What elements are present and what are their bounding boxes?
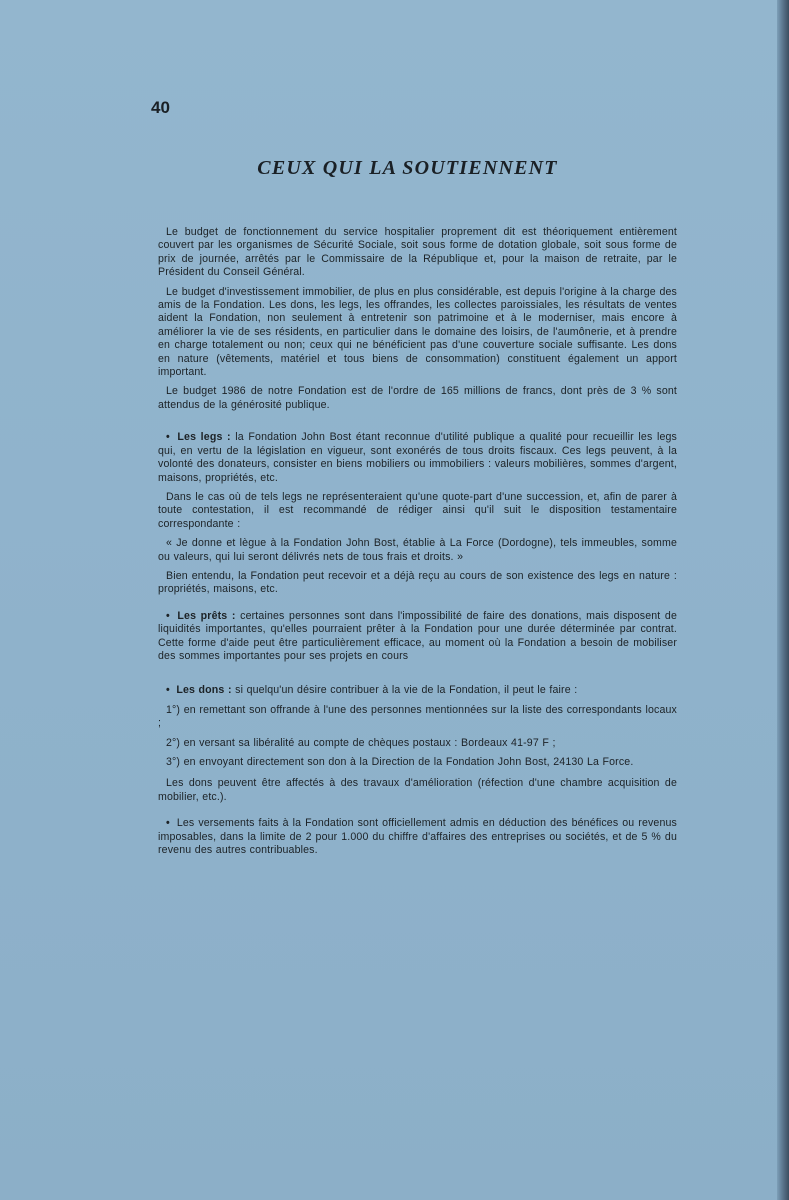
paragraph-budget-1986: Le budget 1986 de notre Fondation est de l'ordre de 165 millions de francs, dont près de 3 % sont attendus de la générosité publique. [158,385,677,411]
bullet-icon: • [166,609,170,622]
paragraph-prets [158,610,677,664]
prets-heading: Les prêts : [177,609,236,622]
page-binding-edge [777,0,789,1200]
deduction-text: Les versements faits à la Fondation sont officiellement admis en déduction des bénéfices ou revenus imposables, dans la limite de 2 pour 1.000 du chiffre d'affaires des entreprises ou sociétés, et de 5 % du revenu des autres contribuables. [158,817,678,857]
page-number: 40 [151,98,170,117]
paragraph-dons-affectation: Les dons peuvent être affectés à des travaux d'amélioration (réfection d'une chambre acquisition de mobilier, etc.). [158,777,677,803]
paragraph-dons [158,684,677,697]
bullet-icon: • [166,431,170,444]
paragraph-investissement: Le budget d'investissement immobilier, de plus en plus considérable, est depuis l'origine à la charge des amis de la Fondation. Les dons, les legs, les offrandes, les collectes paroissiales, les résultats de ventes aident la Fondation, non seulement à entretenir son patrimoine et à le moderniser, mais encore à améliorer la vie de ses résidents, en particulier dans le domaine des loisirs, de l'aumônerie, et à prendre en charge totalement ou non; ceux qui ne bénéficient pas d'une couverture sociale suffisante. Les dons en nature (vêtements, matériel et tous biens de consommation) constituent également un apport important. [158,285,677,379]
legs-text: la Fondation John Bost étant reconnue d'utilité publique a qualité pour recueillir les legs qui, en vertu de la législation en vigueur, sont exonérés de tous droits fiscaux. Ces legs peuvent, à la volonté des donateurs, consister en biens mobiliers ou immobiliers : valeurs mobilières, sommes d'argent, maisons, propriétés, etc. [158,431,677,484]
body-text [158,226,677,857]
bullet-icon: • [166,817,170,830]
paragraph-dons-option-2: 2°) en versant sa libéralité au compte de chèques postaux : Bordeaux 41-97 F ; [166,736,556,749]
paragraph-dons-option-3: 3°) en envoyant directement son don à la Direction de la Fondation John Bost, 24130 La Force. [166,756,634,768]
prets-text: certaines personnes sont dans l'impossibilité de faire des donations, mais disposent de liquidités importantes, qu'elles pourraient prêter à la Fondation pour une durée déterminée par contrat. Cette forme d'aide peut être particulièrement efficace, au moment où la Fondation a besoin de mobiliser des sommes importantes pour ses projets en cours [158,609,678,662]
legs-heading: Les legs : [177,431,231,444]
bullet-icon: • [166,684,170,697]
paragraph-legs-nature: Bien entendu, la Fondation peut recevoir et a déjà reçu au cours de son existence des legs en nature : propriétés, maisons, etc. [158,569,677,596]
paragraph-fonctionnement: Le budget de fonctionnement du service hospitalier proprement dit est théoriquement entièrement couvert par les organismes de Sécurité Sociale, soit sous forme de dotation globale, soit sous forme de prix de journée, arrêtés par le Commissaire de la République et, pour la maison de retraite, par le Président du Conseil Général. [158,226,677,279]
paragraph-testament-formula: « Je donne et lègue à la Fondation John Bost, établie à La Force (Dordogne), tels immeubles, somme ou valeurs, qui lui seront délivrés nets de tous frais et droits. » [158,537,677,563]
paragraph-legs [158,431,677,485]
dons-text: si quelqu'un désire contribuer à la vie de la Fondation, il peut le faire : [235,684,578,697]
dons-heading: Les dons : [176,684,232,697]
paragraph-quote-part: Dans le cas où de tels legs ne représenteraient qu'une quote-part d'une succession, et, afin de parer à toute contestation, il est recommandé de rédiger ainsi qu'il suit le disposition testamentaire correspondante : [158,490,677,530]
paragraph-deduction-fiscale [158,817,677,857]
page-title: CEUX QUI LA SOUTIENNENT [257,157,558,179]
paragraph-dons-option-1: 1°) en remettant son offrande à l'une des personnes mentionnées sur la liste des correspondants locaux ; [158,703,677,730]
